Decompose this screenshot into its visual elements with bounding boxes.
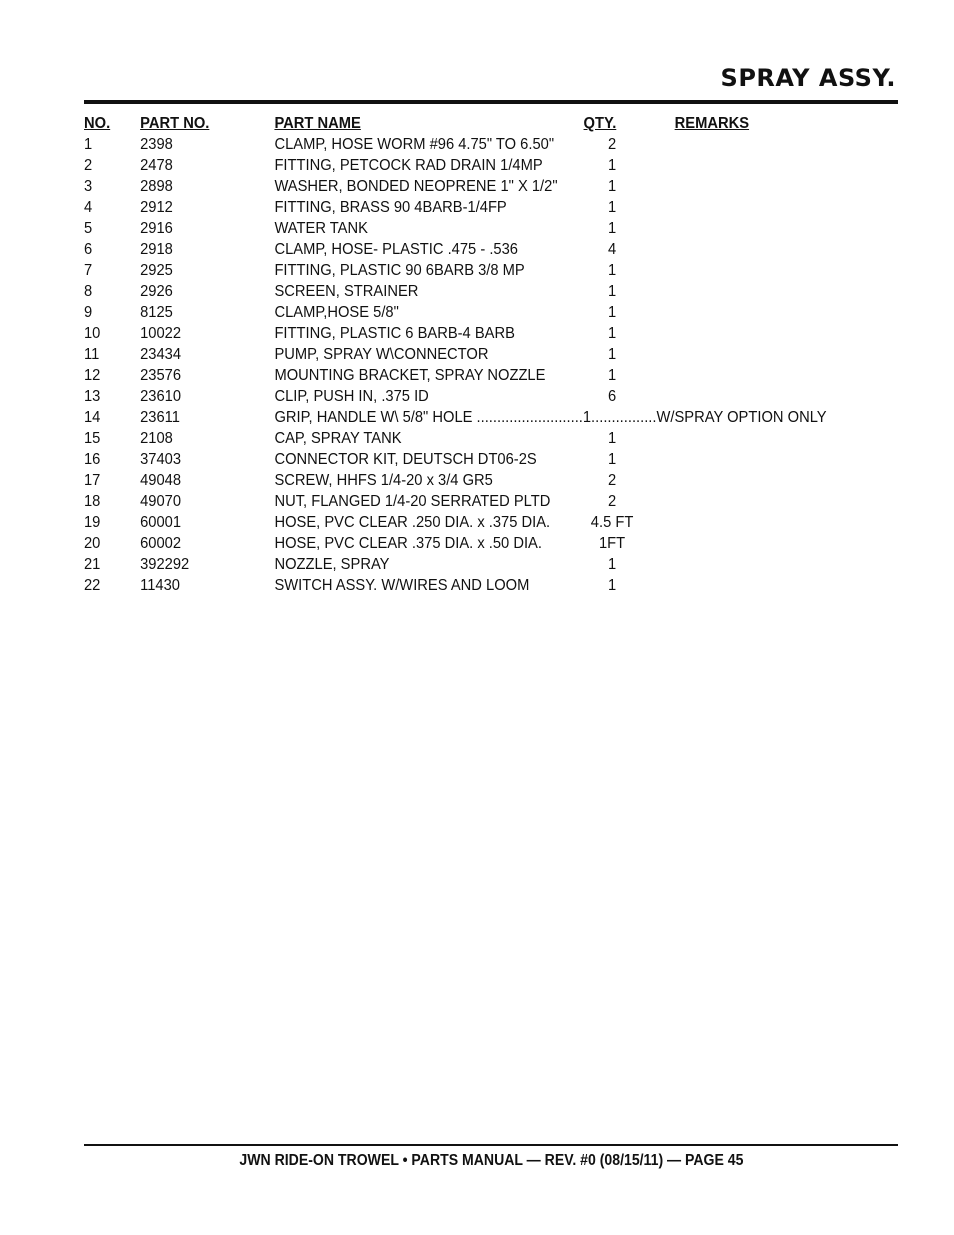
cell-part-no: 2925 (140, 262, 173, 279)
cell-part-no: 2918 (140, 241, 173, 258)
header-part-name: PART NAME (274, 115, 361, 132)
table-row (84, 302, 833, 323)
table-row (84, 491, 833, 512)
cell-qty: 1 (607, 367, 617, 384)
table-row (84, 176, 833, 197)
cell-qty: 1 (607, 430, 617, 447)
cell-qty: 1 (607, 577, 617, 594)
cell-no: 3 (84, 178, 93, 195)
cell-no: 2 (84, 157, 93, 174)
cell-qty: 1 (607, 220, 617, 237)
header-qty: QTY. (583, 115, 617, 132)
cell-no: 14 (84, 409, 101, 426)
cell-part-no: 8125 (140, 304, 173, 321)
cell-no: 22 (84, 577, 101, 594)
table-row (84, 533, 833, 554)
cell-part-name: HOSE, PVC CLEAR .375 DIA. x .50 DIA. (274, 535, 542, 552)
table-row (84, 554, 833, 575)
cell-part-name: FITTING, PETCOCK RAD DRAIN 1/4MP (274, 157, 543, 174)
table-row (84, 470, 833, 491)
cell-part-name: FITTING, PLASTIC 6 BARB-4 BARB (274, 325, 515, 342)
table-row (84, 155, 833, 176)
table-row (84, 365, 833, 386)
cell-part-no: 2398 (140, 136, 173, 153)
cell-part-name: WASHER, BONDED NEOPRENE 1" X 1/2" (274, 178, 558, 195)
table-row (84, 407, 833, 428)
cell-part-name-with-remarks: GRIP, HANDLE W\ 5/8" HOLE ..........................1................W/SPRAY OPTION ONLY (274, 409, 827, 426)
cell-part-name: CONNECTOR KIT, DEUTSCH DT06-2S (274, 451, 537, 468)
cell-no: 15 (84, 430, 101, 447)
header-remarks: REMARKS (674, 115, 750, 132)
cell-part-no: 10022 (140, 325, 182, 342)
cell-part-no: 392292 (140, 556, 190, 573)
cell-part-name: SWITCH ASSY. W/WIRES AND LOOM (274, 577, 530, 594)
table-row (84, 428, 833, 449)
cell-no: 4 (84, 199, 93, 216)
cell-no: 12 (84, 367, 101, 384)
cell-no: 17 (84, 472, 101, 489)
cell-part-no: 23611 (140, 409, 180, 426)
cell-part-no: 23434 (140, 346, 182, 363)
cell-part-name: CLAMP,HOSE 5/8" (274, 304, 399, 321)
cell-part-no: 2916 (140, 220, 173, 237)
cell-part-name: SCREEN, STRAINER (274, 283, 419, 300)
cell-no: 16 (84, 451, 101, 468)
cell-no: 18 (84, 493, 101, 510)
page-footer (84, 1152, 898, 1170)
cell-qty: 2 (607, 472, 617, 489)
cell-qty: 1 (607, 199, 617, 216)
table-row (84, 239, 833, 260)
cell-part-name: MOUNTING BRACKET, SPRAY NOZZLE (274, 367, 546, 384)
cell-part-no: 2478 (140, 157, 173, 174)
cell-part-no: 23576 (140, 367, 182, 384)
cell-qty: 1FT (598, 535, 626, 552)
cell-part-no: 60002 (140, 535, 182, 552)
parts-table (84, 113, 898, 596)
cell-part-no: 2898 (140, 178, 173, 195)
cell-part-no: 23610 (140, 388, 182, 405)
table-header-row (84, 113, 833, 134)
cell-qty: 1 (607, 556, 617, 573)
cell-part-name: NOZZLE, SPRAY (274, 556, 390, 573)
header-part-no: PART NO. (140, 115, 210, 132)
table-row (84, 323, 833, 344)
cell-no: 11 (84, 346, 100, 363)
cell-part-no: 2926 (140, 283, 173, 300)
cell-part-name: FITTING, PLASTIC 90 6BARB 3/8 MP (274, 262, 525, 279)
table-row (84, 449, 833, 470)
cell-part-name: CLAMP, HOSE- PLASTIC .475 - .536 (274, 241, 518, 258)
cell-part-no: 49048 (140, 472, 182, 489)
cell-no: 5 (84, 220, 93, 237)
table-row (84, 197, 833, 218)
cell-no: 10 (84, 325, 101, 342)
cell-part-name: NUT, FLANGED 1/4-20 SERRATED PLTD (274, 493, 551, 510)
cell-no: 20 (84, 535, 101, 552)
cell-part-no: 49070 (140, 493, 182, 510)
table-row (84, 344, 833, 365)
cell-qty: 1 (607, 157, 617, 174)
cell-no: 8 (84, 283, 93, 300)
table-row (84, 260, 833, 281)
cell-no: 19 (84, 514, 101, 531)
cell-part-name: WATER TANK (274, 220, 368, 237)
footer-text: JWN RIDE-ON TROWEL • PARTS MANUAL — REV. #0 (08/15/11) — PAGE 45 (238, 1152, 744, 1169)
cell-qty: 2 (607, 493, 617, 510)
cell-qty: 1 (607, 304, 617, 321)
cell-no: 1 (84, 136, 93, 153)
cell-part-no: 60001 (140, 514, 182, 531)
cell-part-name: CLIP, PUSH IN, .375 ID (274, 388, 429, 405)
cell-part-name: FITTING, BRASS 90 4BARB-1/4FP (274, 199, 507, 216)
cell-no: 21 (84, 556, 101, 573)
cell-qty: 1 (607, 451, 617, 468)
title-rule (84, 100, 898, 104)
cell-part-name: HOSE, PVC CLEAR .250 DIA. x .375 DIA. (274, 514, 551, 531)
cell-qty: 2 (607, 136, 617, 153)
table-row (84, 281, 833, 302)
cell-part-name: SCREW, HHFS 1/4-20 x 3/4 GR5 (274, 472, 493, 489)
cell-no: 13 (84, 388, 101, 405)
table-row (84, 575, 833, 596)
header-no: NO. (84, 115, 111, 132)
cell-qty: 1 (607, 178, 617, 195)
cell-qty: 1 (607, 346, 617, 363)
cell-no: 9 (84, 304, 93, 321)
table-row (84, 134, 833, 155)
cell-qty: 1 (607, 283, 617, 300)
cell-part-no: 37403 (140, 451, 182, 468)
cell-no: 6 (84, 241, 93, 258)
cell-qty: 1 (607, 325, 617, 342)
cell-qty: 4 (607, 241, 617, 258)
cell-part-no: 2912 (140, 199, 173, 216)
cell-qty: 4.5 FT (590, 514, 634, 531)
cell-part-no: 2108 (140, 430, 173, 447)
table-row (84, 386, 833, 407)
table-row (84, 218, 833, 239)
page-title: SPRAY ASSY. (720, 64, 896, 92)
footer-rule (84, 1144, 898, 1146)
cell-part-no: 11430 (140, 577, 180, 594)
cell-part-name: PUMP, SPRAY W\CONNECTOR (274, 346, 489, 363)
cell-part-name: CLAMP, HOSE WORM #96 4.75" TO 6.50" (274, 136, 555, 153)
cell-part-name: CAP, SPRAY TANK (274, 430, 402, 447)
table-row (84, 512, 833, 533)
cell-qty: 6 (607, 388, 617, 405)
cell-no: 7 (84, 262, 93, 279)
cell-qty: 1 (607, 262, 617, 279)
